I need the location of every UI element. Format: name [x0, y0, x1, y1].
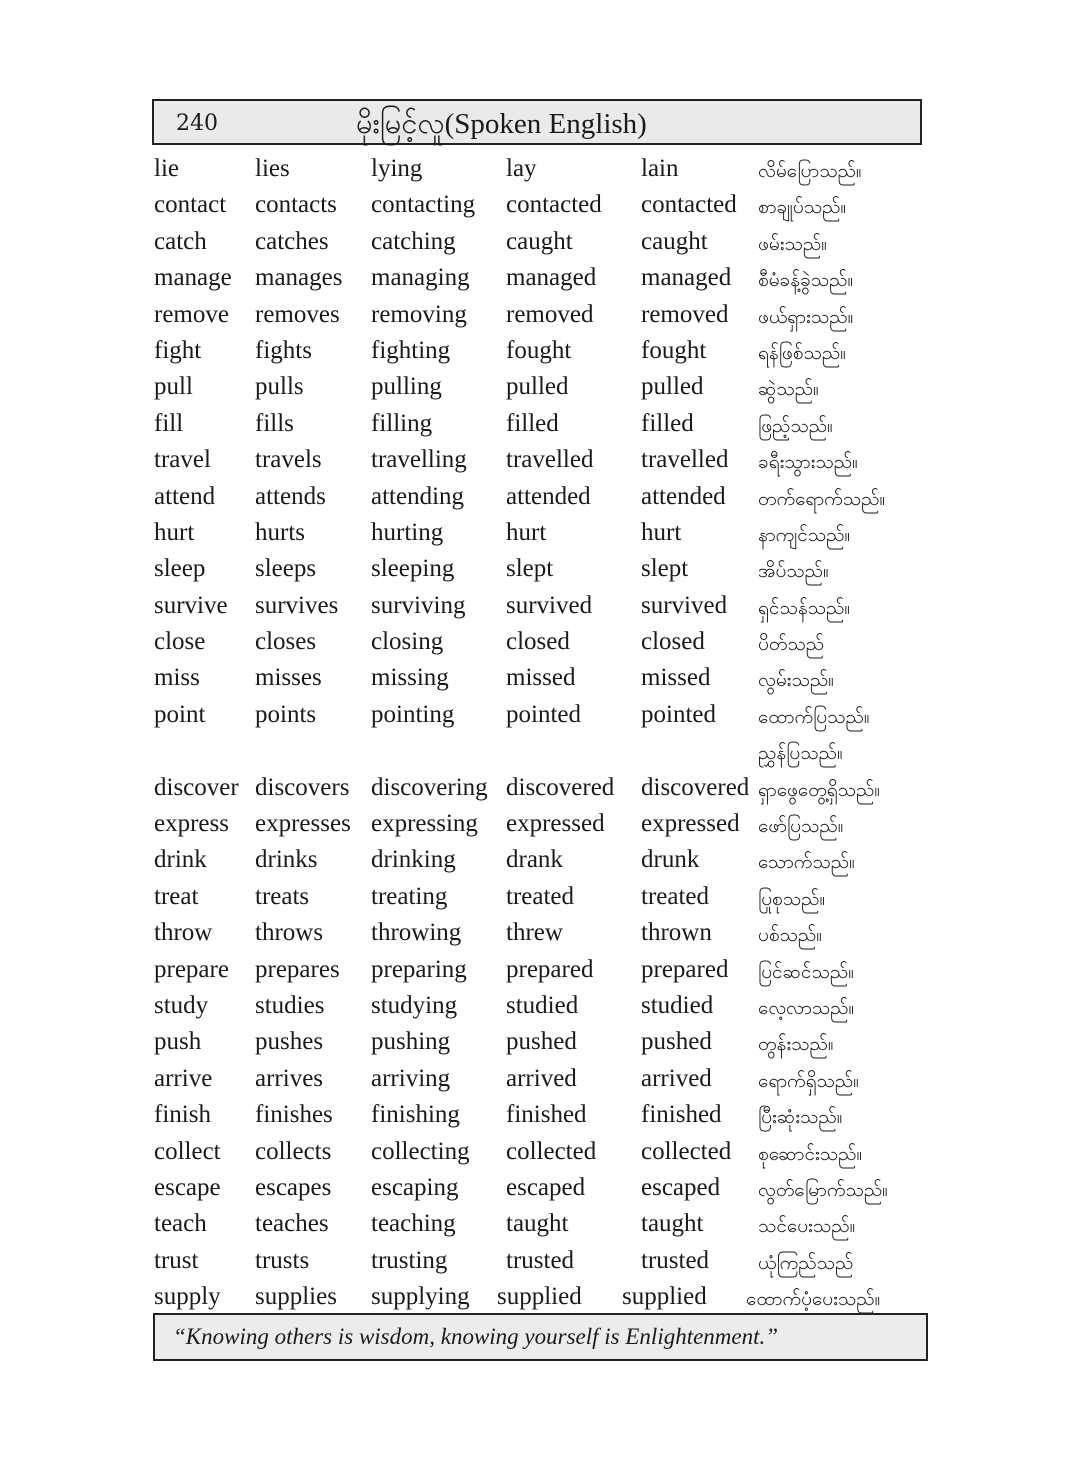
third-person: attends [255, 482, 326, 510]
table-row [154, 661, 934, 697]
myanmar-meaning: ပြင်ဆင်သည်။ [758, 960, 854, 983]
table-row [154, 1171, 934, 1207]
past-participle: discovered [641, 773, 750, 801]
third-person: escapes [255, 1173, 332, 1201]
past-tense: managed [506, 264, 597, 292]
past-tense: contacted [506, 191, 602, 219]
base-form: hurt [154, 518, 195, 546]
past-participle: filled [641, 409, 694, 437]
base-form: sleep [154, 555, 206, 583]
past-participle: travelled [641, 446, 729, 474]
table-row [154, 1135, 934, 1171]
third-person: prepares [255, 955, 340, 983]
past-tense: trusted [506, 1246, 575, 1274]
past-participle: closed [641, 628, 705, 656]
past-tense: threw [506, 919, 563, 947]
base-form: point [154, 700, 206, 728]
table-row [154, 1207, 934, 1243]
myanmar-meaning: ပစ်သည်။ [758, 924, 823, 947]
myanmar-meaning: ရန်ဖြစ်သည်။ [758, 341, 846, 364]
present-participle: surviving [371, 591, 466, 619]
table-row [154, 1098, 934, 1134]
present-participle: fighting [371, 336, 451, 364]
myanmar-meaning: စုဆောင်းသည်။ [758, 1142, 863, 1165]
present-participle: catching [371, 227, 456, 255]
present-participle: arriving [371, 1064, 451, 1092]
past-participle: collected [641, 1137, 732, 1165]
present-participle: throwing [371, 919, 462, 947]
past-participle: missed [641, 664, 711, 692]
past-participle: contacted [641, 191, 737, 219]
myanmar-meaning: လိမ်ပြောသည်။ [758, 160, 862, 182]
myanmar-meaning: ပိတ်သည် [758, 633, 825, 656]
present-participle: trusting [371, 1246, 448, 1274]
present-participle: preparing [371, 955, 467, 983]
table-row [154, 953, 934, 989]
myanmar-meaning: သင်ပေးသည်။ [758, 1215, 856, 1238]
base-form: teach [154, 1210, 207, 1238]
table-row [154, 734, 934, 770]
base-form: trust [154, 1246, 199, 1274]
myanmar-meaning: ထောက်ပံ့ပေးသည်။ [746, 1288, 881, 1311]
third-person: arrives [255, 1064, 324, 1092]
past-participle: escaped [641, 1173, 721, 1201]
myanmar-meaning: လွမ်းသည်။ [758, 669, 834, 692]
table-row [154, 625, 934, 661]
myanmar-meaning: ဖမ်းသည်။ [758, 232, 828, 255]
present-participle: treating [371, 882, 448, 910]
base-form: express [154, 810, 229, 838]
base-form: push [154, 1028, 202, 1056]
base-form: fill [154, 409, 184, 437]
myanmar-meaning: ဆွဲသည်။ [758, 378, 819, 401]
page-number: 240 [176, 111, 218, 136]
base-form: escape [154, 1173, 221, 1201]
past-participle: removed [641, 300, 729, 328]
table-row [154, 880, 934, 916]
table-row [154, 1244, 934, 1280]
third-person: expresses [255, 810, 351, 838]
past-participle: hurt [641, 518, 682, 546]
base-form: fight [154, 336, 202, 364]
present-participle: managing [371, 264, 470, 292]
past-tense: supplied [497, 1283, 582, 1311]
past-tense: removed [506, 300, 594, 328]
third-person: studies [255, 991, 325, 1019]
present-participle: removing [371, 300, 467, 328]
page-header [152, 99, 922, 145]
past-tense: travelled [506, 446, 594, 474]
table-row [154, 261, 934, 297]
table-row [154, 552, 934, 588]
myanmar-meaning: စီမံခန့်ခွဲသည်။ [758, 269, 854, 292]
third-person: pulls [255, 373, 304, 401]
myanmar-meaning: အိပ်သည်။ [758, 560, 829, 583]
myanmar-meaning: လေ့လာသည်။ [758, 996, 855, 1019]
third-person: fills [255, 409, 294, 437]
table-row [154, 589, 934, 625]
myanmar-meaning: ခရီးသွားသည်။ [758, 451, 858, 474]
past-tense: closed [506, 628, 570, 656]
table-row [154, 698, 934, 734]
past-tense: collected [506, 1137, 597, 1165]
present-participle: filling [371, 409, 433, 437]
third-person: contacts [255, 191, 337, 219]
past-participle: lain [641, 155, 679, 182]
third-person: treats [255, 882, 310, 910]
base-form: drink [154, 846, 207, 874]
third-person: discovers [255, 773, 350, 801]
third-person: collects [255, 1137, 332, 1165]
past-tense: pulled [506, 373, 569, 401]
past-tense: expressed [506, 810, 605, 838]
past-participle: thrown [641, 919, 712, 947]
past-participle: managed [641, 264, 732, 292]
table-row [154, 443, 934, 479]
present-participle: studying [371, 991, 458, 1019]
present-participle: finishing [371, 1101, 460, 1129]
past-participle: finished [641, 1101, 722, 1129]
third-person: trusts [255, 1246, 310, 1274]
base-form: discover [154, 773, 239, 801]
base-form: study [154, 991, 209, 1019]
myanmar-meaning: ယုံကြည်သည် [758, 1251, 854, 1274]
table-row [154, 334, 934, 370]
past-participle: slept [641, 555, 689, 583]
base-form: survive [154, 591, 228, 619]
past-tense: finished [506, 1101, 587, 1129]
myanmar-meaning: နာကျင်သည်။ [758, 523, 851, 546]
present-participle: travelling [371, 446, 467, 474]
third-person: travels [255, 446, 322, 474]
base-form: collect [154, 1137, 221, 1165]
past-tense: caught [506, 227, 573, 255]
past-participle: drunk [641, 846, 700, 874]
base-form: travel [154, 446, 211, 474]
myanmar-meaning: ဖယ်ရှားသည်။ [758, 305, 854, 328]
myanmar-meaning: ဖော်ပြသည်။ [758, 815, 844, 838]
past-participle: survived [641, 591, 728, 619]
present-participle: contacting [371, 191, 476, 219]
past-participle: taught [641, 1210, 704, 1238]
present-participle: missing [371, 664, 449, 692]
past-participle: arrived [641, 1064, 712, 1092]
myanmar-meaning: ဖြည့်သည်။ [758, 414, 833, 437]
past-participle: caught [641, 227, 708, 255]
past-participle: trusted [641, 1246, 710, 1274]
table-row [154, 370, 934, 406]
third-person: removes [255, 300, 340, 328]
present-participle: collecting [371, 1137, 470, 1165]
past-participle: supplied [622, 1283, 707, 1311]
past-participle: fought [641, 336, 707, 364]
base-form: close [154, 628, 206, 656]
third-person: pushes [255, 1028, 324, 1056]
past-tense: lay [506, 155, 537, 182]
past-participle: expressed [641, 810, 740, 838]
present-participle: teaching [371, 1210, 456, 1238]
past-tense: slept [506, 555, 554, 583]
present-participle: closing [371, 628, 444, 656]
third-person: sleeps [255, 555, 317, 583]
past-tense: pushed [506, 1028, 577, 1056]
third-person: supplies [255, 1283, 337, 1311]
table-row [154, 407, 934, 443]
base-form: lie [154, 155, 179, 182]
present-participle: hurting [371, 518, 444, 546]
third-person: finishes [255, 1101, 333, 1129]
past-tense: studied [506, 991, 579, 1019]
base-form: throw [154, 919, 213, 947]
past-tense: arrived [506, 1064, 577, 1092]
past-participle: prepared [641, 955, 729, 983]
present-participle: pushing [371, 1028, 451, 1056]
third-person: manages [255, 264, 343, 292]
present-participle: sleeping [371, 555, 455, 583]
past-tense: treated [506, 882, 575, 910]
past-participle: pulled [641, 373, 704, 401]
table-row [154, 225, 934, 261]
past-tense: drank [506, 846, 563, 874]
myanmar-meaning: ညွှန်ပြသည်။ [758, 742, 843, 765]
present-participle: drinking [371, 846, 456, 874]
third-person: drinks [255, 846, 318, 874]
base-form: pull [154, 373, 193, 401]
table-row [154, 771, 934, 807]
table-row [154, 807, 934, 843]
myanmar-meaning: စာချုပ်သည်။ [758, 196, 847, 219]
myanmar-meaning: တက်ရောက်သည်။ [758, 487, 886, 510]
page-title: မိုးမြင့်လူ(Spoken English) [356, 108, 647, 140]
third-person: throws [255, 919, 324, 947]
table-row [154, 480, 934, 516]
myanmar-meaning: ရှာဖွေတွေ့ရှိသည်။ [758, 778, 881, 801]
verb-table [154, 152, 934, 1317]
past-tense: pointed [506, 700, 581, 728]
quote-box [153, 1313, 928, 1361]
myanmar-meaning: ထောက်ပြသည်။ [758, 705, 870, 728]
myanmar-meaning: ရှင်သန်သည်။ [758, 596, 851, 619]
base-form: contact [154, 191, 227, 219]
third-person: teaches [255, 1210, 329, 1238]
past-tense: prepared [506, 955, 594, 983]
table-row [154, 1280, 934, 1316]
table-row [154, 916, 934, 952]
third-person: survives [255, 591, 339, 619]
table-row [154, 989, 934, 1025]
past-tense: missed [506, 664, 576, 692]
myanmar-meaning: သောက်သည်။ [758, 851, 855, 874]
past-tense: survived [506, 591, 593, 619]
base-form: miss [154, 664, 200, 692]
quote-text: “Knowing others is wisdom, knowing yourself is Enlightenment.” [173, 1324, 779, 1349]
base-form: finish [154, 1101, 211, 1129]
past-participle: treated [641, 882, 710, 910]
table-row [154, 298, 934, 334]
table-row [154, 1025, 934, 1061]
base-form: treat [154, 882, 199, 910]
base-form: attend [154, 482, 216, 510]
myanmar-meaning: ပြုစုသည်။ [758, 887, 826, 910]
third-person: lies [255, 155, 290, 182]
myanmar-meaning: တွန်းသည်။ [758, 1033, 834, 1056]
base-form: supply [154, 1283, 221, 1311]
present-participle: lying [371, 155, 423, 182]
past-tense: filled [506, 409, 559, 437]
table-row [154, 843, 934, 879]
base-form: arrive [154, 1064, 213, 1092]
base-form: remove [154, 300, 229, 328]
myanmar-meaning: လွတ်မြောက်သည်။ [758, 1178, 888, 1201]
past-participle: attended [641, 482, 726, 510]
table-row [154, 152, 934, 188]
past-participle: pushed [641, 1028, 712, 1056]
base-form: manage [154, 264, 232, 292]
base-form: prepare [154, 955, 229, 983]
third-person: hurts [255, 518, 305, 546]
present-participle: pulling [371, 373, 442, 401]
present-participle: escaping [371, 1173, 459, 1201]
third-person: points [255, 700, 317, 728]
present-participle: supplying [371, 1283, 470, 1311]
present-participle: discovering [371, 773, 488, 801]
table-row [154, 516, 934, 552]
past-tense: attended [506, 482, 591, 510]
third-person: misses [255, 664, 322, 692]
past-participle: pointed [641, 700, 716, 728]
myanmar-meaning: ရောက်ရှိသည်။ [758, 1069, 860, 1092]
present-participle: pointing [371, 700, 455, 728]
third-person: catches [255, 227, 329, 255]
base-form: catch [154, 227, 207, 255]
table-row [154, 1062, 934, 1098]
past-tense: taught [506, 1210, 569, 1238]
past-tense: fought [506, 336, 572, 364]
past-tense: escaped [506, 1173, 586, 1201]
table-row [154, 188, 934, 224]
present-participle: expressing [371, 810, 478, 838]
present-participle: attending [371, 482, 465, 510]
third-person: closes [255, 628, 317, 656]
third-person: fights [255, 336, 312, 364]
past-tense: hurt [506, 518, 547, 546]
past-tense: discovered [506, 773, 615, 801]
past-participle: studied [641, 991, 714, 1019]
myanmar-meaning: ပြီးဆုံးသည်။ [758, 1106, 843, 1129]
